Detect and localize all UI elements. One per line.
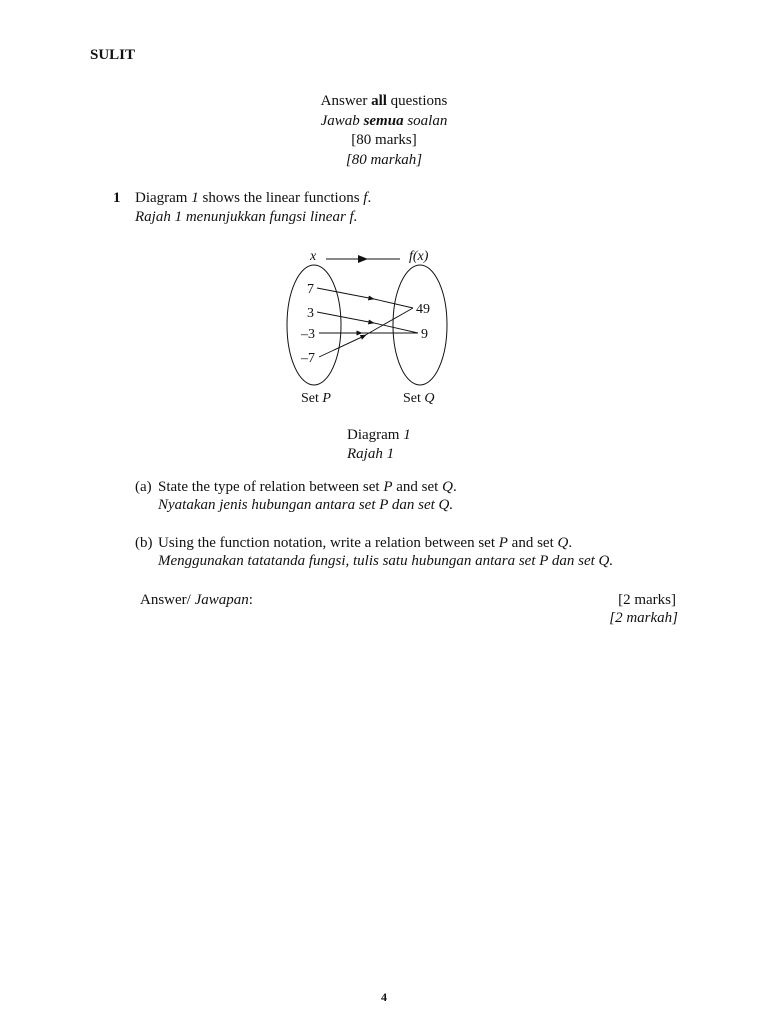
fx-label: f(x) [409, 249, 429, 264]
part-b-en-1: Using the function notation, write a relation between set [158, 535, 499, 551]
diagram-caption-ms: Rajah 1 [347, 446, 395, 462]
stem-en-mid: shows the linear functions [198, 190, 364, 206]
part-b-en-3: . [568, 535, 573, 551]
answer-label-en: Answer/ [140, 592, 195, 608]
part-a-en-3: . [452, 479, 457, 495]
question-stem-ms: Rajah 1 menunjukkan fungsi linear f. [135, 209, 358, 225]
answer-markah: [2 markah] [609, 610, 678, 626]
diagram-caption-en [347, 427, 411, 444]
part-b-en-2: and set [507, 535, 558, 551]
map-arrow-7-to-49-tail [374, 299, 413, 308]
set-p-ellipse [287, 265, 341, 385]
set-q-ellipse [393, 265, 447, 385]
part-b-ms: Menggunakan tatatanda fungsi, tulis satu hubungan antara set P dan set Q. [158, 553, 614, 569]
answer-label-ms: Jawapan [194, 592, 249, 608]
set-p-prefix: Set [301, 391, 323, 406]
set-q-value-49: 49 [416, 302, 430, 317]
instruction-answer-post: questions [386, 93, 448, 109]
caption-en-num: 1 [403, 427, 411, 443]
map-arrow-3-to-9 [317, 312, 374, 323]
arrow-diagram [270, 240, 470, 415]
instruction-jawab-bold: semua [363, 113, 404, 129]
map-arrow-3-to-9-tail [374, 323, 418, 333]
part-a-en-p: P [383, 479, 393, 495]
caption-en-pre: Diagram [347, 427, 404, 443]
instruction-jawab-semua [284, 113, 484, 130]
stem-en-num: 1 [191, 190, 199, 206]
part-a-en [158, 479, 457, 496]
set-p-label [301, 391, 331, 406]
part-b-en [158, 535, 572, 552]
part-a-ms: Nyatakan jenis hubungan antara set P dan set Q. [158, 497, 454, 513]
instruction-marks: [80 marks] [351, 132, 417, 148]
part-a-en-2: and set [392, 479, 443, 495]
stem-en-f: f [363, 190, 368, 206]
header-sulit: SULIT [90, 47, 136, 63]
part-a-label: (a) [135, 479, 152, 495]
set-p-value-3: 3 [307, 306, 314, 321]
question-number: 1 [113, 190, 121, 206]
instruction-answer-bold: all [371, 93, 387, 109]
map-arrowhead-neg7 [334, 335, 366, 350]
set-p-name: P [322, 391, 331, 406]
question-stem-en [135, 190, 371, 207]
part-b-label: (b) [135, 535, 153, 551]
page-number: 4 [381, 990, 387, 1004]
set-p-value-neg3: –3 [301, 327, 315, 342]
answer-label-colon: : [248, 592, 253, 608]
mapping-arrowhead [358, 255, 368, 263]
stem-en-end: . [367, 190, 372, 206]
answer-marks: [2 marks] [618, 592, 676, 608]
x-label: x [310, 249, 317, 264]
part-b-en-p: P [498, 535, 508, 551]
instruction-jawab-post: soalan [403, 113, 448, 129]
set-q-value-9: 9 [421, 327, 428, 342]
part-a-en-q: Q [442, 479, 453, 495]
instruction-markah: [80 markah] [345, 152, 423, 168]
part-a-en-1: State the type of relation between set [158, 479, 384, 495]
answer-area[interactable] [140, 640, 680, 970]
part-b-en-q: Q [557, 535, 569, 551]
answer-label [140, 592, 253, 609]
set-p-value-neg7: –7 [301, 351, 315, 366]
instruction-answer-pre: Answer [320, 93, 372, 109]
instruction-jawab-pre: Jawab [320, 113, 364, 129]
map-arrow-7-to-49 [317, 288, 374, 299]
set-p-value-7: 7 [307, 282, 314, 297]
set-q-name: Q [424, 391, 435, 406]
instruction-answer-all [284, 93, 484, 110]
set-q-label [403, 391, 435, 406]
stem-en-pre: Diagram [135, 190, 192, 206]
set-q-prefix: Set [403, 391, 425, 406]
